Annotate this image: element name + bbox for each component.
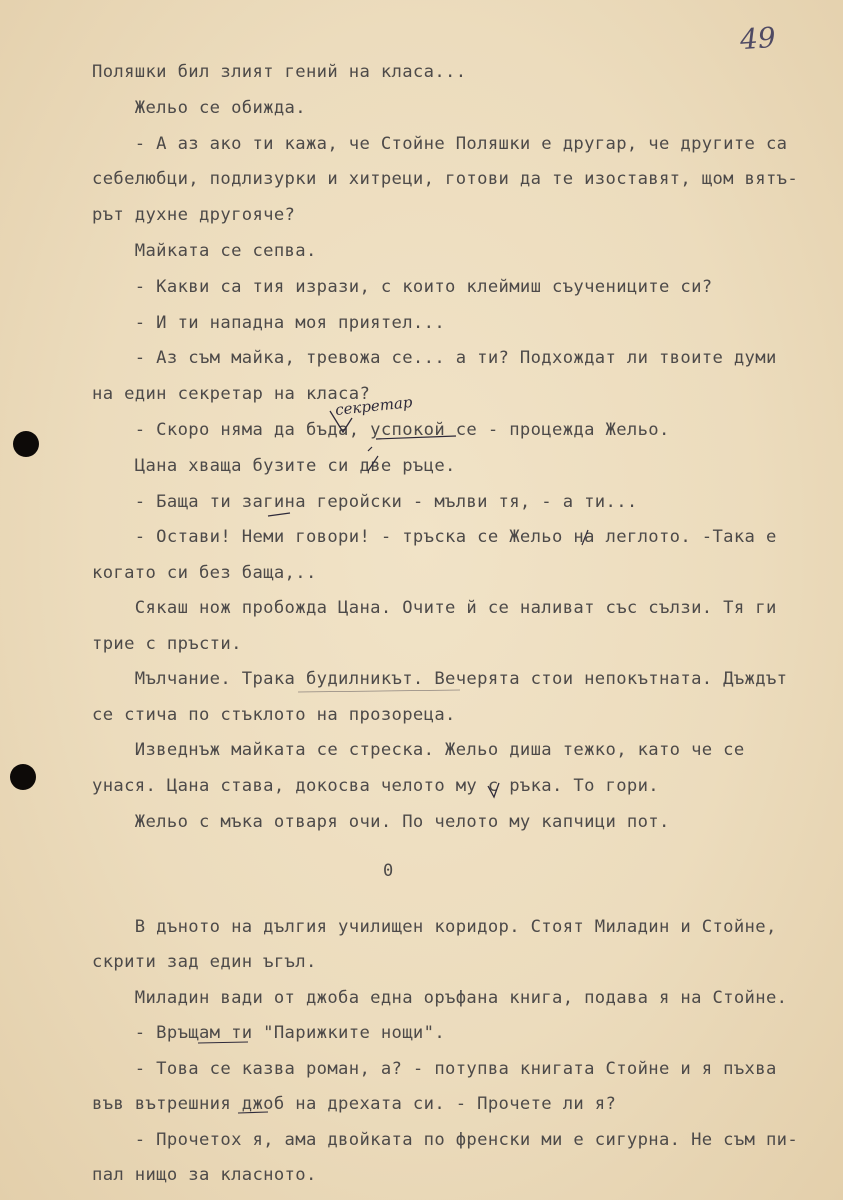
text-line: скрити зад един ъгъл. [92,952,317,972]
text-line: - Скоро няма да бъда, успокой се - процежда Жельо. [92,420,670,440]
text-line: Сякаш нож пробожда Цана. Очите й се наливат със сълзи. Тя ги [92,598,777,618]
text-line: - Прочетох я, ама двойката по френски ми е сигурна. Не съм пи- [92,1130,799,1150]
text-line: - Какви са тия изрази, с които клеймиш съучениците си? [92,277,713,297]
page-number: 49 [738,20,777,57]
text-line: - Остави! Неми говори! - тръска се Жельо на леглото. -Така е [92,527,777,547]
text-line: - Връщам ти "Парижките нощи". [92,1023,446,1043]
text-line: рът духне другояче? [92,205,296,225]
text-line: на един секретар на класа? [92,384,371,404]
text-line: - Баща ти загина геройски - мълви тя, - а ти... [92,492,638,512]
handwritten-correction: секретар [334,392,414,420]
text-line: Поляшки бил злият гений на класа... [92,62,467,82]
text-line: В дъното на дългия училищен коридор. Стоят Миладин и Стойне, [92,917,777,937]
section-separator: 0 [383,861,394,881]
text-line: Жельо се обижда. [92,98,306,118]
text-line: унася. Цана става, докосва челото му с ръка. То гори. [92,776,659,796]
text-line: се стича по стъклото на прозореца. [92,705,456,725]
text-line: - И ти нападна моя приятел... [92,313,446,333]
text-line: когато си без баща,.. [92,563,317,583]
text-line: - А аз ако ти кажа, че Стойне Поляшки е другар, че другите са [92,134,788,154]
text-line: - Аз съм майка, тревожа се... а ти? Подхождат ли твоите думи [92,348,777,368]
text-line: Цана хваща бузите си две ръце. [92,456,456,476]
punch-hole-top [13,431,39,457]
text-line: - Това се казва роман, а? - потупва книгата Стойне и я пъхва [92,1059,777,1079]
text-line: Жельо с мъка отваря очи. По челото му капчици пот. [92,812,670,832]
text-line: Изведнъж майката се стреска. Жельо диша тежко, като че се [92,740,745,760]
punch-hole-bottom [10,764,36,790]
text-line: Мълчание. Трака будилникът. Вечерята стои непокътната. Дъждът [92,669,788,689]
text-line: трие с пръсти. [92,634,242,654]
text-line: себелюбци, подлизурки и хитреци, готови да те изоставят, щом вятъ- [92,169,799,189]
text-line: Миладин вади от джоба една оръфана книга, подава я на Стойне. [92,988,788,1008]
text-line: във вътрешния джоб на дрехата си. - Прочете ли я? [92,1094,617,1114]
text-line: пал нищо за класното. [92,1165,317,1185]
text-line: Майката се сепва. [92,241,317,261]
